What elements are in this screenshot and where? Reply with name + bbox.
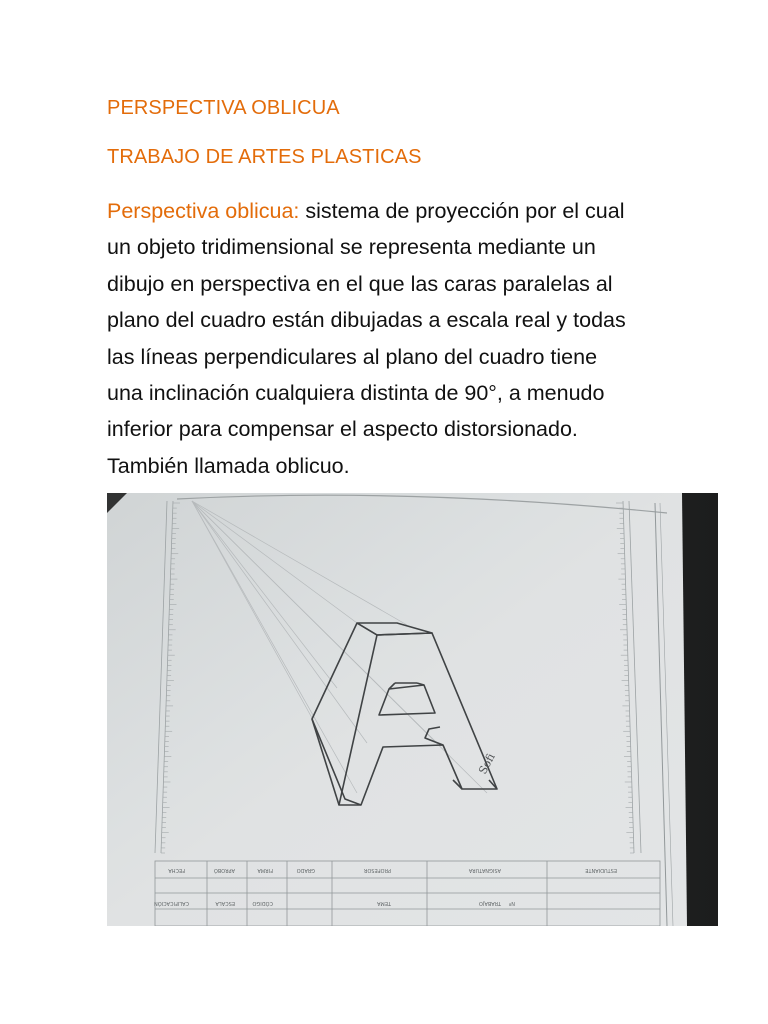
- definition-term: Perspectiva oblicua:: [107, 199, 300, 223]
- title-cell-label: ASIGNATURA: [468, 867, 501, 873]
- document-title: PERSPECTIVA OBLICUA: [107, 97, 340, 119]
- title-cell-label: PROFESOR: [363, 867, 391, 873]
- definition-line: una inclinación cualquiera distinta de 90°, a menudo: [107, 381, 605, 406]
- definition-line: un objeto tridimensional se representa mediante un: [107, 235, 596, 260]
- title-cell-label: Nº: [508, 900, 515, 906]
- signature: Sofi: [476, 751, 498, 777]
- title-cell-label: CÓDIGO: [252, 900, 273, 906]
- title-cell-label: TRABAJO: [478, 900, 501, 906]
- title-cell-label: FECHA: [168, 867, 185, 873]
- definition-line: inferior para compensar el aspecto distorsionado.: [107, 417, 578, 442]
- definition-line: las líneas perpendiculares al plano del cuadro tiene: [107, 344, 598, 369]
- title-cell-label: CALIFICACIÓN: [154, 900, 189, 906]
- title-cell-label: ESCALA: [215, 900, 235, 906]
- title-cell-label: GRADO: [296, 867, 315, 873]
- title-cell-label: APROBÓ: [213, 867, 235, 873]
- document-subtitle: TRABAJO DE ARTES PLASTICAS: [107, 146, 422, 168]
- drawing-photo-svg: [107, 493, 718, 926]
- definition-line: sistema de proyección por el cual: [299, 199, 625, 223]
- definition-line: dibujo en perspectiva en el que las caras paralelas al: [107, 271, 613, 296]
- drawing-photo: [107, 493, 718, 926]
- definition-paragraph: [107, 193, 667, 484]
- definition-line: plano del cuadro están dibujadas a escala real y todas: [107, 308, 626, 333]
- title-cell-label: TEMA: [377, 900, 391, 906]
- title-cell-label: ESTUDIANTE: [585, 867, 617, 873]
- title-cell-label: FIRMA: [257, 867, 273, 873]
- definition-line: También llamada oblicuo.: [107, 453, 350, 478]
